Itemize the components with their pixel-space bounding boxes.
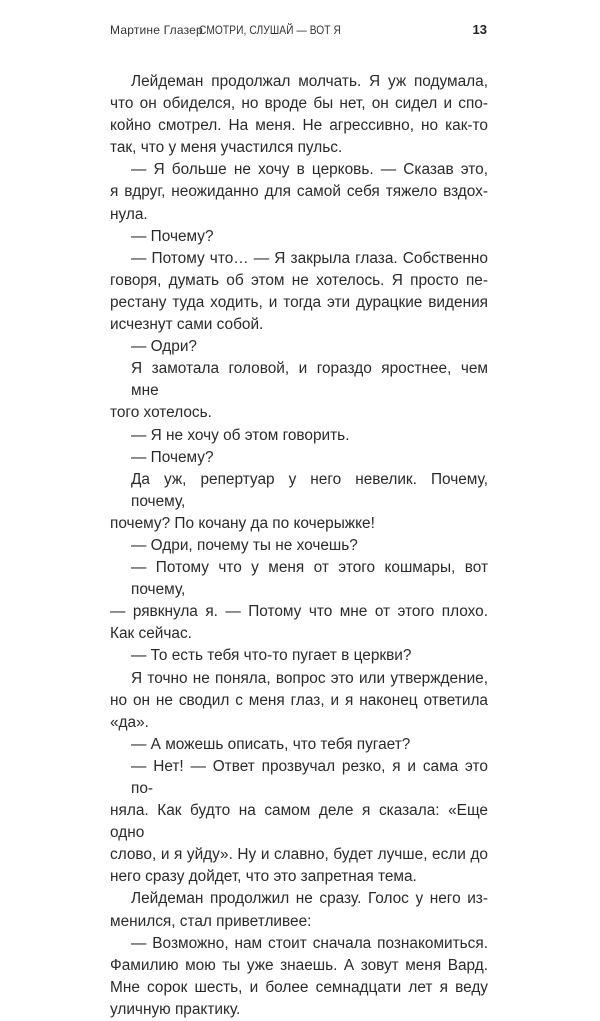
text-line: — Одри? [131,338,197,356]
text-line: — Возможно, нам стоит сначала познакомиться. [131,934,488,952]
paragraph [110,668,488,734]
paragraph [110,248,488,336]
text-line: Мне сорок шесть, и более семнадцати лет я веду [110,978,488,996]
text-line: слово, и я уйду». Ну и славно, будет лучше, если до [110,846,488,864]
text-line: — Потому что у меня от этого кошмары, вот почему, [131,559,488,599]
text-line: Фамилию мою ты уже знаешь. А зовут меня Вард. [110,956,488,974]
text-line: — Я больше не хочу в церковь. — Сказав это, [131,161,488,179]
text-line: рестану туда ходить, и тогда эти дурацкие видения [110,293,488,311]
paragraph [110,557,488,645]
text-line: Лейдеман продолжил не сразу. Голос у него из- [131,890,488,908]
paragraph [110,734,488,756]
paragraph [110,71,488,159]
page-number: 13 [472,22,487,37]
text-line: Как сейчас. [110,625,192,643]
paragraph [110,469,488,535]
text-line: — Нет! — Ответ прозвучал резко, я и сама это по- [131,757,488,797]
body-text [110,71,488,1021]
paragraph [110,447,488,469]
text-line: нула. [110,205,148,223]
paragraph [110,358,488,424]
paragraph [110,226,488,248]
paragraph [110,425,488,447]
paragraph [110,756,488,889]
text-line: Я точно не поняла, вопрос это или утверждение, [131,669,488,687]
paragraph [110,336,488,358]
text-line: я вдруг, неожиданно для самой себя тяжело вздох- [110,183,488,201]
text-line: — рявкнула я. — Потому что мне от этого плохо. [110,603,488,621]
running-head [110,23,487,43]
text-line: койно смотрел. На меня. Не агрессивно, но как-то [110,117,488,135]
text-line: почему? По кочану да по кочерыжке! [110,514,375,532]
text-line: так, что у меня участился пульс. [110,139,343,157]
paragraph [110,159,488,225]
text-line: — Я не хочу об этом говорить. [131,426,350,444]
text-line: няла. Как будто на самом деле я сказала: «Еще одно [110,802,488,842]
text-line: — А можешь описать, что тебя пугает? [131,735,411,753]
text-line: него сразу дойдет, что это запретная тема. [110,868,417,886]
paragraph [110,888,488,932]
paragraph [110,645,488,667]
text-line: что он обиделся, но вроде бы нет, он сидел и спо- [110,95,488,113]
book-title: СМОТРИ, СЛУШАЙ — ВОТ Я [199,23,341,37]
text-line: — То есть тебя что-то пугает в церкви? [131,647,412,665]
paragraph [110,933,488,1021]
text-line: — Одри, почему ты не хочешь? [131,536,358,554]
text-line: — Потому что… — Я закрыла глаза. Собственно [131,249,488,267]
author-name: Мартине Глазер [110,23,203,37]
text-line: Да уж, репертуар у него невелик. Почему, почему, [131,470,488,510]
text-line: того хотелось. [110,404,212,422]
text-line: — Почему? [131,227,214,245]
text-line: но он не сводил с меня глаз, и я наконец ответила «да». [110,691,488,731]
text-line: говоря, думать об этом не хотелось. Я просто пе- [110,271,488,289]
text-line: Я замотала головой, и гораздо яростнее, чем мне [131,360,488,400]
text-line: менился, стал приветливее: [110,912,312,930]
text-line: исчезнут сами собой. [110,316,264,334]
text-line: уличную практику. [110,1000,241,1018]
text-line: Лейдеман продолжал молчать. Я уж подумала, [131,73,488,90]
text-line: — Почему? [131,448,214,466]
paragraph [110,535,488,557]
